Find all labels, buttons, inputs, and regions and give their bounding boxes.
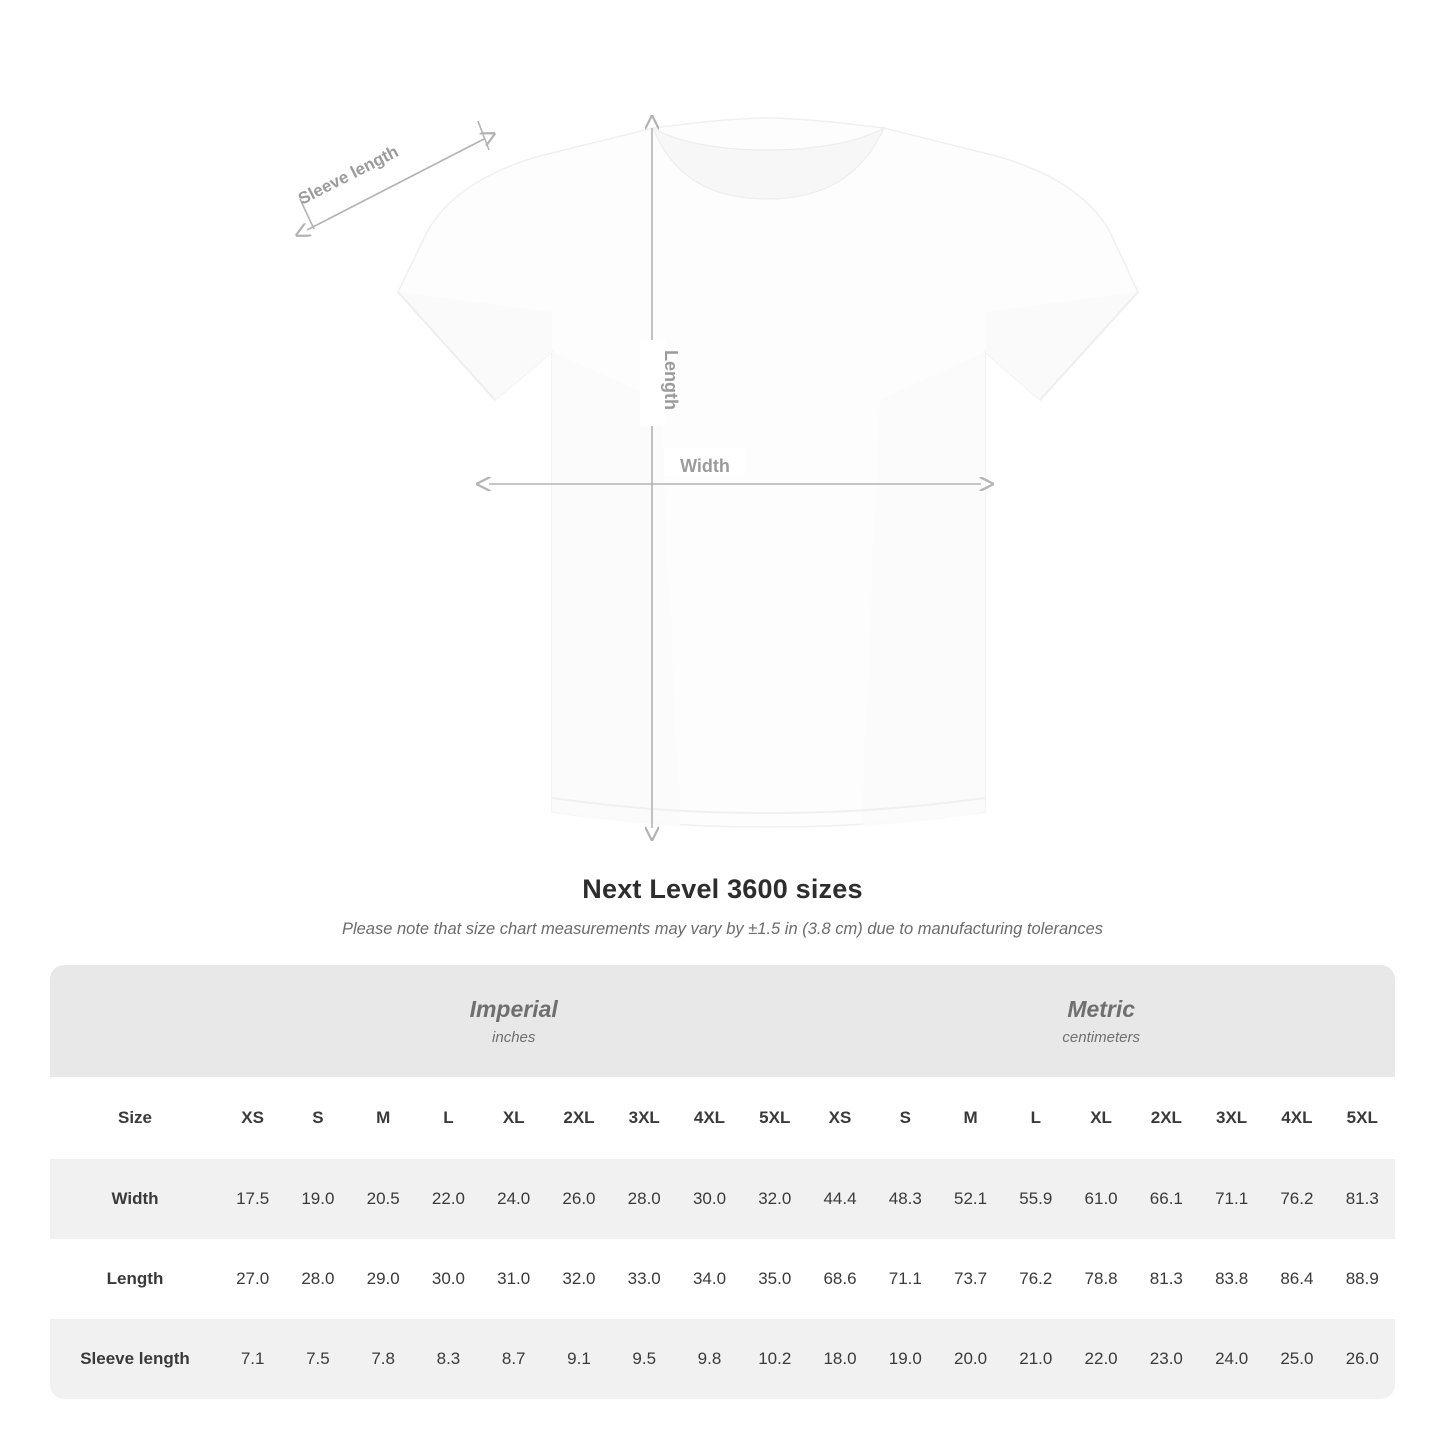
size-header-imperial-l: L bbox=[416, 1077, 481, 1159]
width-imperial-s: 19.0 bbox=[285, 1159, 350, 1239]
width-imperial-5xl: 32.0 bbox=[742, 1159, 807, 1239]
length-metric-xl: 78.8 bbox=[1068, 1239, 1133, 1319]
length-metric-xs: 68.6 bbox=[807, 1239, 872, 1319]
unit-header-row bbox=[50, 965, 1395, 1077]
width-imperial-4xl: 30.0 bbox=[677, 1159, 742, 1239]
sleeve-length-label: Sleeve length bbox=[295, 141, 402, 209]
size-header-metric-xs: XS bbox=[807, 1077, 872, 1159]
width-imperial-xs: 17.5 bbox=[220, 1159, 285, 1239]
length-label: Length bbox=[661, 350, 681, 410]
size-header-metric-s: S bbox=[873, 1077, 938, 1159]
unit-imperial-name: Imperial bbox=[469, 996, 558, 1023]
size-label: Size bbox=[50, 1077, 220, 1159]
size-header-metric-m: M bbox=[938, 1077, 1003, 1159]
sleeve-imperial-s: 7.5 bbox=[285, 1319, 350, 1399]
length-imperial-xs: 27.0 bbox=[220, 1239, 285, 1319]
unit-imperial-cell bbox=[220, 965, 807, 1077]
unit-corner-cell bbox=[50, 965, 220, 1077]
length-metric-4xl: 86.4 bbox=[1264, 1239, 1329, 1319]
sleeve-imperial-3xl: 9.5 bbox=[612, 1319, 677, 1399]
size-table-wrap bbox=[50, 965, 1395, 1399]
size-header-metric-4xl: 4XL bbox=[1264, 1077, 1329, 1159]
size-header-imperial-3xl: 3XL bbox=[612, 1077, 677, 1159]
length-imperial-3xl: 33.0 bbox=[612, 1239, 677, 1319]
length-imperial-s: 28.0 bbox=[285, 1239, 350, 1319]
length-imperial-l: 30.0 bbox=[416, 1239, 481, 1319]
sleeve-metric-5xl: 26.0 bbox=[1330, 1319, 1395, 1399]
sleeve-metric-xl: 22.0 bbox=[1068, 1319, 1133, 1399]
sleeve-metric-2xl: 23.0 bbox=[1134, 1319, 1199, 1399]
sleeve-imperial-xl: 8.7 bbox=[481, 1319, 546, 1399]
sleeve-metric-3xl: 24.0 bbox=[1199, 1319, 1264, 1399]
size-header-imperial-m: M bbox=[351, 1077, 416, 1159]
size-header-imperial-xs: XS bbox=[220, 1077, 285, 1159]
size-header-imperial-s: S bbox=[285, 1077, 350, 1159]
width-metric-3xl: 71.1 bbox=[1199, 1159, 1264, 1239]
width-metric-4xl: 76.2 bbox=[1264, 1159, 1329, 1239]
width-metric-2xl: 66.1 bbox=[1134, 1159, 1199, 1239]
sleeve-imperial-5xl: 10.2 bbox=[742, 1319, 807, 1399]
width-metric-xs: 44.4 bbox=[807, 1159, 872, 1239]
length-imperial-m: 29.0 bbox=[351, 1239, 416, 1319]
table-row-sleeve-length bbox=[50, 1319, 1395, 1399]
length-imperial-2xl: 32.0 bbox=[546, 1239, 611, 1319]
size-header-metric-2xl: 2XL bbox=[1134, 1077, 1199, 1159]
length-metric-l: 76.2 bbox=[1003, 1239, 1068, 1319]
sleeve-imperial-l: 8.3 bbox=[416, 1319, 481, 1399]
length-metric-m: 73.7 bbox=[938, 1239, 1003, 1319]
size-header-imperial-xl: XL bbox=[481, 1077, 546, 1159]
shirt-shape bbox=[398, 118, 1138, 827]
table-row-width bbox=[50, 1159, 1395, 1239]
size-header-imperial-4xl: 4XL bbox=[677, 1077, 742, 1159]
row-label-length: Length bbox=[50, 1239, 220, 1319]
sleeve-imperial-4xl: 9.8 bbox=[677, 1319, 742, 1399]
length-imperial-5xl: 35.0 bbox=[742, 1239, 807, 1319]
length-metric-5xl: 88.9 bbox=[1330, 1239, 1395, 1319]
sleeve-metric-xs: 18.0 bbox=[807, 1319, 872, 1399]
length-metric-s: 71.1 bbox=[873, 1239, 938, 1319]
width-imperial-l: 22.0 bbox=[416, 1159, 481, 1239]
width-metric-m: 52.1 bbox=[938, 1159, 1003, 1239]
sleeve-imperial-xs: 7.1 bbox=[220, 1319, 285, 1399]
unit-metric-cell bbox=[807, 965, 1395, 1077]
width-metric-xl: 61.0 bbox=[1068, 1159, 1133, 1239]
tolerance-note: Please note that size chart measurements may vary by ±1.5 in (3.8 cm) due to manufacturing tolerances bbox=[341, 920, 1104, 938]
size-header-imperial-2xl: 2XL bbox=[546, 1077, 611, 1159]
row-label-sleeve-length: Sleeve length bbox=[50, 1319, 220, 1399]
unit-metric-name: Metric bbox=[1067, 996, 1136, 1023]
width-imperial-3xl: 28.0 bbox=[612, 1159, 677, 1239]
length-imperial-xl: 31.0 bbox=[481, 1239, 546, 1319]
size-header-metric-l: L bbox=[1003, 1077, 1068, 1159]
unit-metric-sub: centimeters bbox=[1062, 1028, 1140, 1046]
row-label-width: Width bbox=[50, 1159, 220, 1239]
width-metric-l: 55.9 bbox=[1003, 1159, 1068, 1239]
length-metric-2xl: 81.3 bbox=[1134, 1239, 1199, 1319]
size-header-imperial-5xl: 5XL bbox=[742, 1077, 807, 1159]
sleeve-metric-4xl: 25.0 bbox=[1264, 1319, 1329, 1399]
size-table bbox=[50, 965, 1395, 1399]
length-imperial-4xl: 34.0 bbox=[677, 1239, 742, 1319]
width-metric-5xl: 81.3 bbox=[1330, 1159, 1395, 1239]
width-imperial-xl: 24.0 bbox=[481, 1159, 546, 1239]
length-metric-3xl: 83.8 bbox=[1199, 1239, 1264, 1319]
size-header-row bbox=[50, 1077, 1395, 1159]
width-metric-s: 48.3 bbox=[873, 1159, 938, 1239]
sleeve-metric-m: 20.0 bbox=[938, 1319, 1003, 1399]
width-imperial-m: 20.5 bbox=[351, 1159, 416, 1239]
sleeve-metric-l: 21.0 bbox=[1003, 1319, 1068, 1399]
table-row-length bbox=[50, 1239, 1395, 1319]
size-header-metric-xl: XL bbox=[1068, 1077, 1133, 1159]
width-imperial-2xl: 26.0 bbox=[546, 1159, 611, 1239]
sleeve-imperial-m: 7.8 bbox=[351, 1319, 416, 1399]
size-header-metric-5xl: 5XL bbox=[1330, 1077, 1395, 1159]
width-label: Width bbox=[680, 456, 730, 476]
unit-imperial-sub: inches bbox=[492, 1028, 536, 1046]
sleeve-metric-s: 19.0 bbox=[873, 1319, 938, 1399]
page-title: Next Level 3600 sizes bbox=[582, 874, 863, 904]
sleeve-imperial-2xl: 9.1 bbox=[546, 1319, 611, 1399]
title-block bbox=[0, 874, 1445, 939]
size-header-metric-3xl: 3XL bbox=[1199, 1077, 1264, 1159]
